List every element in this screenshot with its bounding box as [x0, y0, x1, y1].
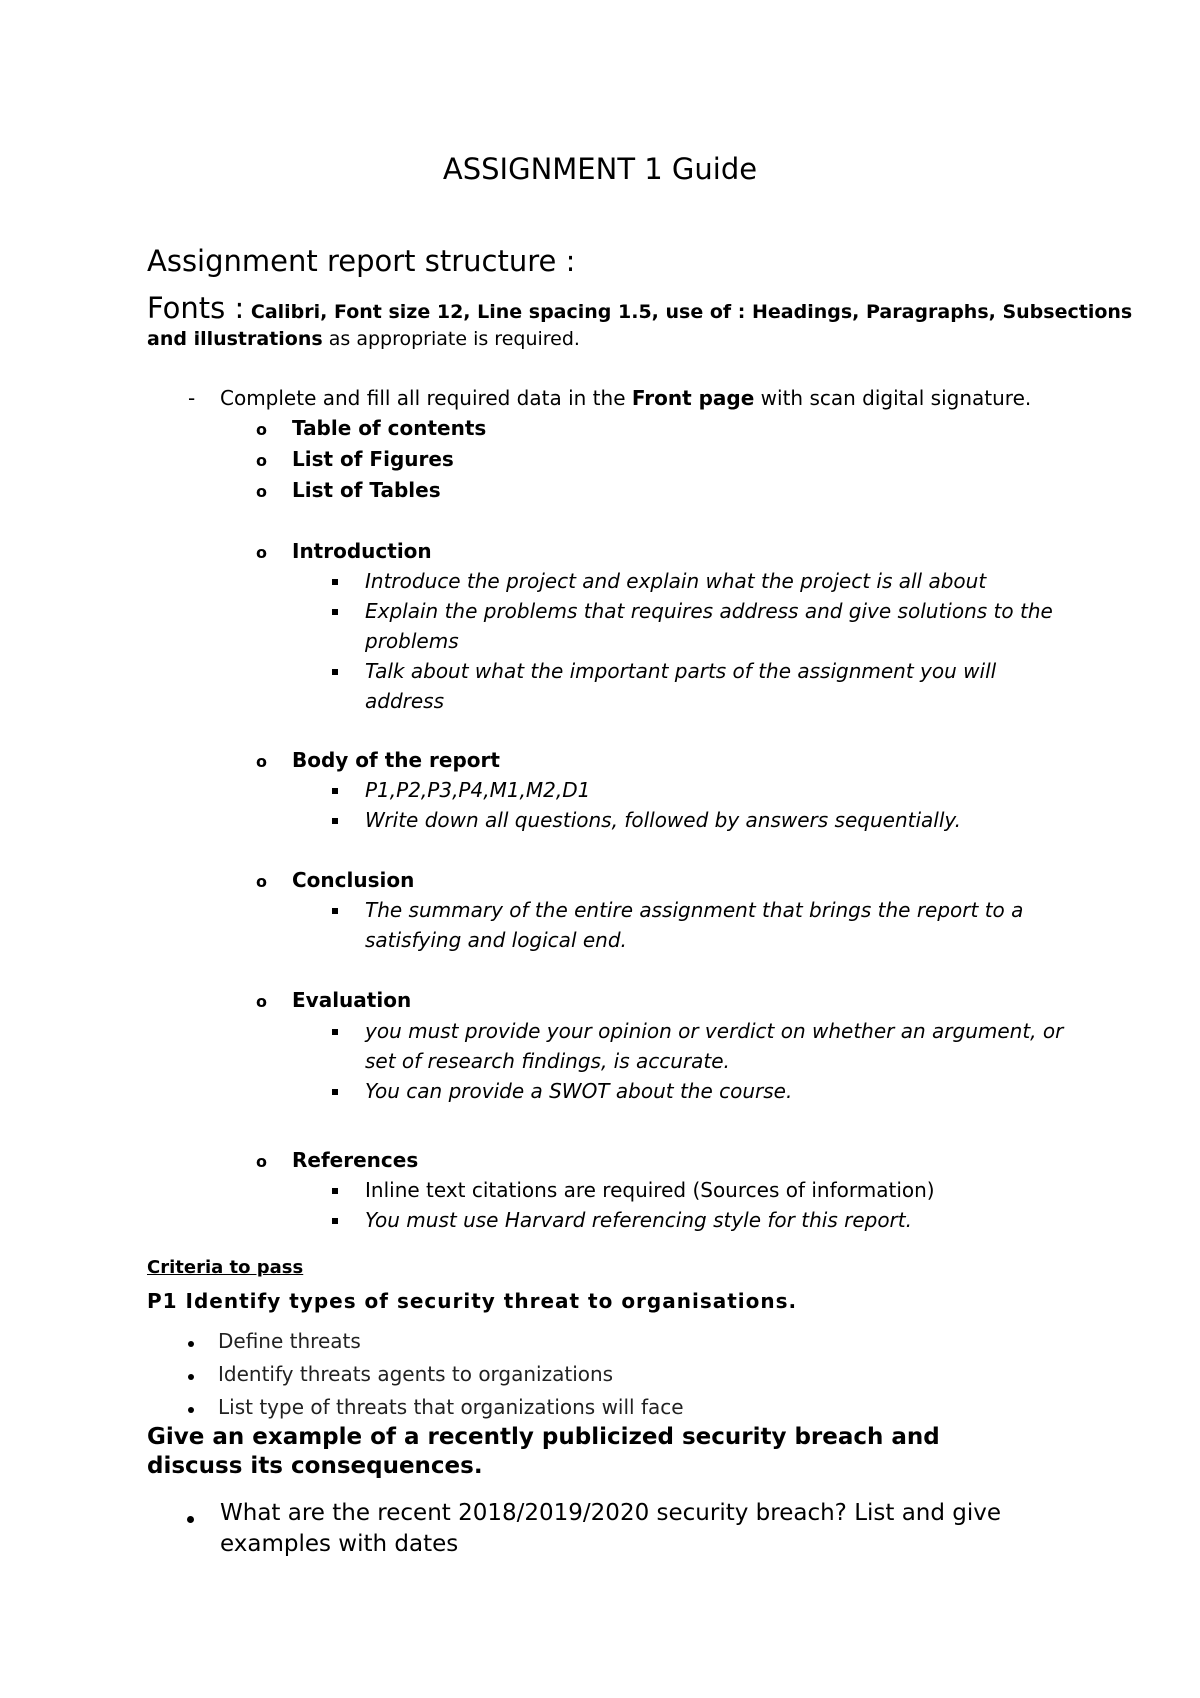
front-page-text-b: with scan digital signature.: [754, 386, 1032, 410]
bullet-dot: [187, 1516, 194, 1523]
fonts-label: Fonts :: [147, 291, 245, 325]
fonts-spec: Calibri, Font size 12, Line spacing 1.5, use of : Headings, Paragraphs, Subsections: [250, 301, 1133, 323]
list-marker: o: [256, 1152, 267, 1171]
toc-item: Table of contents: [292, 416, 487, 440]
square-bullet: [332, 788, 338, 794]
page-title: ASSIGNMENT 1 Guide: [442, 152, 758, 186]
fonts-illustrations: and illustrations: [147, 328, 323, 350]
square-bullet: [332, 1218, 338, 1224]
breach-question-cont: examples with dates: [220, 1531, 459, 1557]
bullet-dot: [188, 1341, 194, 1347]
breach-heading-line-1: Give an example of a recently publicized security breach and: [147, 1424, 940, 1450]
breach-heading-line-2: discuss its consequences.: [147, 1453, 483, 1479]
square-bullet: [332, 1029, 338, 1035]
list-marker: o: [256, 482, 267, 501]
body-bullet-2: Write down all questions, followed by answers sequentially.: [365, 808, 962, 832]
evaluation-bullet-2: You can provide a SWOT about the course.: [365, 1079, 793, 1103]
intro-bullet-2: Explain the problems that requires address and give solutions to the: [365, 599, 1053, 623]
bullet-dot: [188, 1374, 194, 1380]
intro-bullet-2-cont: problems: [365, 629, 459, 653]
fonts-line: [147, 291, 1132, 325]
square-bullet: [332, 1089, 338, 1095]
introduction-heading: Introduction: [292, 539, 432, 563]
fonts-requirement: as appropriate is required.: [322, 328, 580, 350]
body-heading: Body of the report: [292, 748, 500, 772]
structure-heading: Assignment report structure :: [147, 244, 576, 278]
intro-bullet-1: Introduce the project and explain what the project is all about: [365, 569, 987, 593]
conclusion-heading: Conclusion: [292, 868, 415, 892]
breach-question: What are the recent 2018/2019/2020 security breach? List and give: [220, 1500, 1002, 1526]
list-marker: o: [256, 420, 267, 439]
bullet-dot: [188, 1407, 194, 1413]
square-bullet: [332, 609, 338, 615]
figures-item: List of Figures: [292, 447, 454, 471]
square-bullet: [332, 818, 338, 824]
square-bullet: [332, 1188, 338, 1194]
conclusion-bullet-1-cont: satisfying and logical end.: [365, 928, 627, 952]
list-marker: o: [256, 451, 267, 470]
p1-heading: P1 Identify types of security threat to organisations.: [147, 1289, 798, 1313]
fonts-line-2: [147, 328, 580, 350]
criteria-item-3: List type of threats that organizations will face: [218, 1395, 684, 1419]
list-marker: o: [256, 992, 267, 1011]
criteria-item-1: Define threats: [218, 1329, 361, 1353]
conclusion-bullet-1: The summary of the entire assignment that brings the report to a: [365, 898, 1024, 922]
references-bullet-1: Inline text citations are required (Sources of information): [365, 1178, 935, 1202]
list-marker: o: [256, 543, 267, 562]
front-page-bold: Front page: [631, 386, 755, 410]
evaluation-bullet-1-cont: set of research findings, is accurate.: [365, 1049, 730, 1073]
intro-bullet-3: Talk about what the important parts of the assignment you will: [365, 659, 997, 683]
references-heading: References: [292, 1148, 419, 1172]
square-bullet: [332, 669, 338, 675]
list-marker: o: [256, 752, 267, 771]
body-bullet-1: P1,P2,P3,P4,M1,M2,D1: [365, 778, 591, 802]
front-page-item: [188, 386, 1031, 410]
front-page-text-a: Complete and fill all required data in the: [220, 386, 632, 410]
dash-marker: -: [188, 386, 196, 410]
criteria-item-2: Identify threats agents to organizations: [218, 1362, 614, 1386]
references-bullet-2: You must use Harvard referencing style for this report.: [365, 1208, 912, 1232]
list-marker: o: [256, 872, 267, 891]
evaluation-bullet-1: you must provide your opinion or verdict on whether an argument, or: [365, 1019, 1064, 1043]
intro-bullet-3-cont: address: [365, 689, 445, 713]
square-bullet: [332, 579, 338, 585]
evaluation-heading: Evaluation: [292, 988, 412, 1012]
square-bullet: [332, 908, 338, 914]
tables-item: List of Tables: [292, 478, 441, 502]
criteria-heading: Criteria to pass: [147, 1257, 304, 1278]
